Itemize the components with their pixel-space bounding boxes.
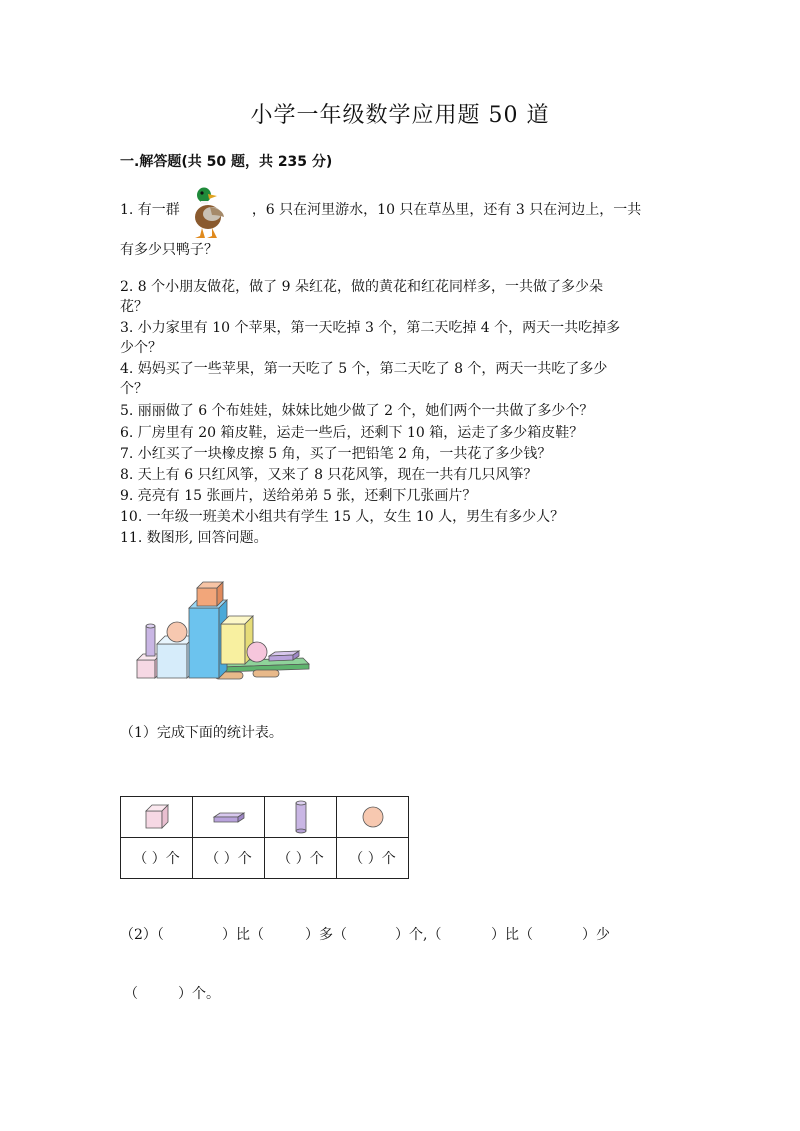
sub-question-1: （1）完成下面的统计表。 — [120, 725, 283, 741]
sub-question-2-part: （ — [124, 986, 138, 1002]
page-title: 小学一年级数学应用题 50 道 — [250, 103, 550, 128]
question-line: 花？ — [120, 299, 148, 315]
cuboid-icon — [211, 807, 247, 827]
table-cell — [193, 797, 265, 838]
question-line: 3. 小力家里有 10 个苹果，第一天吃掉 3 个，第二天吃掉 4 个，两天一共吃掉多 — [120, 320, 621, 336]
table-cell — [337, 797, 409, 838]
count-blank[interactable]: （ ）个 — [121, 838, 193, 879]
count-blank[interactable]: （ ）个 — [265, 838, 337, 879]
sub-question-2-part: ）少 — [582, 927, 610, 943]
question-line: 6. 厂房里有 20 箱皮鞋，运走一些后，还剩下 10 箱，运走了多少箱皮鞋？ — [120, 425, 584, 441]
cylinder-icon — [293, 800, 309, 834]
question-line: 4. 妈妈买了一些苹果，第一天吃了 5 个，第二天吃了 8 个，两天一共吃了多少 — [120, 361, 608, 377]
question-1-before: 1. 有一群 — [120, 202, 180, 218]
statistics-table — [120, 796, 409, 879]
sub-question-2-part: ）比（ — [222, 927, 264, 943]
sub-question-2-part: ）个,（ — [395, 927, 442, 943]
question-line: 10. 一年级一班美术小组共有学生 15 人，女生 10 人，男生有多少人？ — [120, 509, 565, 525]
table-row — [121, 838, 409, 879]
table-row — [121, 797, 409, 838]
sub-question-2-part: ）个。 — [178, 986, 220, 1002]
question-line: 11. 数图形, 回答问题。 — [120, 530, 268, 546]
sub-question-2-part: ）比（ — [491, 927, 533, 943]
question-line: 9. 亮亮有 15 张画片，送给弟弟 5 张，还剩下几张画片？ — [120, 488, 477, 504]
question-1-after: ，6 只在河里游水，10 只在草丛里，还有 3 只在河边上，一共 — [251, 202, 642, 218]
sub-question-2-part: （2）（ — [120, 927, 164, 943]
sphere-icon — [361, 805, 385, 829]
question-line: 少个？ — [120, 340, 162, 356]
count-blank[interactable]: （ ）个 — [337, 838, 409, 879]
count-blank[interactable]: （ ）个 — [193, 838, 265, 879]
cube-icon — [142, 802, 172, 832]
question-line: 2. 8 个小朋友做花，做了 9 朵红花，做的黄花和红花同样多，一共做了多少朵 — [120, 279, 603, 295]
shapes-figure — [133, 578, 313, 688]
question-line: 7. 小红买了一块橡皮擦 5 角，买了一把铅笔 2 角，一共花了多少钱？ — [120, 446, 552, 462]
question-line: 8. 天上有 6 只红风筝，又来了 8 只花风筝，现在一共有几只风筝？ — [120, 467, 538, 483]
table-cell — [265, 797, 337, 838]
sub-question-2-part: ）多（ — [305, 927, 347, 943]
table-cell — [121, 797, 193, 838]
question-line: 个？ — [120, 381, 148, 397]
question-line: 5. 丽丽做了 6 个布娃娃，妹妹比她少做了 2 个，她们两个一共做了多少个？ — [120, 403, 594, 419]
section-heading: 一.解答题(共 50 题，共 235 分) — [120, 154, 333, 170]
question-1-line2: 有多少只鸭子？ — [120, 242, 218, 258]
duck-icon — [190, 185, 232, 239]
